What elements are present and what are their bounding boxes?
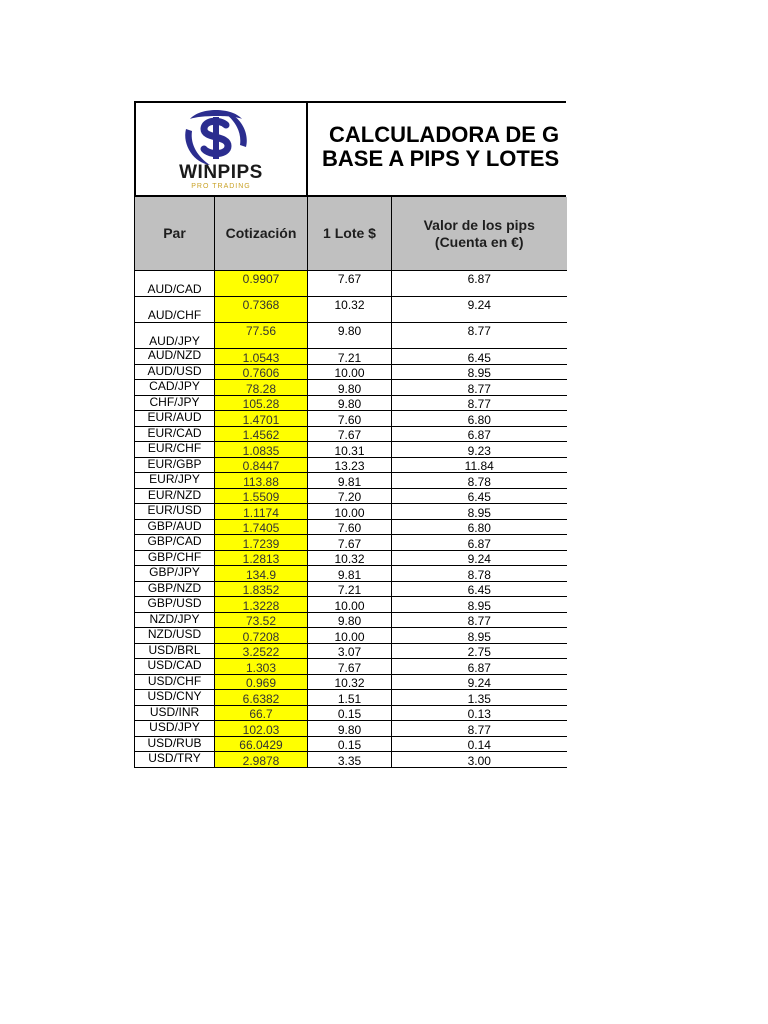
pip-value-cell: 8.77 [392,721,567,737]
quote-cell[interactable]: 1.8352 [215,581,308,597]
table-row [135,395,567,411]
pair-cell: USD/TRY [135,752,215,768]
pip-value-cell: 9.24 [392,674,567,690]
table-row [135,323,567,349]
pip-value-cell: 8.95 [392,364,567,380]
pair-cell: USD/CNY [135,690,215,706]
pair-cell: EUR/NZD [135,488,215,504]
pip-value-cell: 8.77 [392,395,567,411]
pair-cell: NZD/JPY [135,612,215,628]
quote-cell[interactable]: 0.8447 [215,457,308,473]
quote-cell[interactable]: 1.5509 [215,488,308,504]
pair-cell: GBP/CAD [135,535,215,551]
quote-cell[interactable]: 73.52 [215,612,308,628]
lot-value-cell: 3.35 [308,752,392,768]
pip-value-cell: 0.14 [392,736,567,752]
table-row [135,752,567,768]
pip-value-cell: 1.35 [392,690,567,706]
table-row [135,721,567,737]
pair-cell: USD/RUB [135,736,215,752]
lot-value-cell: 10.31 [308,442,392,458]
lot-value-cell: 7.60 [308,411,392,427]
header-lot: 1 Lote $ [308,197,392,271]
title-line-2: BASE A PIPS Y LOTES [322,146,560,171]
table-row [135,674,567,690]
pair-cell: EUR/JPY [135,473,215,489]
table-row [135,628,567,644]
pip-value-cell: 6.45 [392,488,567,504]
pip-value-cell: 0.13 [392,705,567,721]
pair-cell: EUR/CHF [135,442,215,458]
table-row [135,411,567,427]
pair-cell: AUD/NZD [135,349,215,365]
quote-cell[interactable]: 1.7239 [215,535,308,551]
table-row [135,349,567,365]
pip-value-cell: 2.75 [392,643,567,659]
lot-value-cell: 7.60 [308,519,392,535]
pip-value-cell: 8.78 [392,566,567,582]
pip-value-cell: 6.87 [392,426,567,442]
pip-value-cell: 6.80 [392,519,567,535]
table-row [135,442,567,458]
table-row [135,297,567,323]
pair-cell: EUR/GBP [135,457,215,473]
quote-cell[interactable]: 0.7208 [215,628,308,644]
winpips-logo-icon [180,109,252,167]
pair-cell: AUD/CAD [135,271,215,297]
pip-value-cell: 8.95 [392,628,567,644]
page-title [322,123,559,171]
table-row [135,705,567,721]
quote-cell[interactable]: 2.9878 [215,752,308,768]
header-pip-value [392,197,567,271]
quote-cell[interactable]: 102.03 [215,721,308,737]
pair-cell: USD/INR [135,705,215,721]
calculator-sheet [134,101,566,768]
pips-table [134,197,567,768]
pip-value-cell: 8.77 [392,323,567,349]
lot-value-cell: 9.80 [308,721,392,737]
quote-cell[interactable]: 1.3228 [215,597,308,613]
lot-value-cell: 9.81 [308,473,392,489]
pair-cell: AUD/CHF [135,297,215,323]
table-row [135,597,567,613]
pip-value-cell: 6.87 [392,659,567,675]
quote-cell[interactable]: 77.56 [215,323,308,349]
lot-value-cell: 3.07 [308,643,392,659]
quote-cell[interactable]: 1.4562 [215,426,308,442]
pip-value-cell: 8.77 [392,380,567,396]
table-row [135,504,567,520]
pair-cell: GBP/JPY [135,566,215,582]
pip-value-cell: 6.87 [392,271,567,297]
brand-tagline: PRO TRADING [191,183,251,190]
table-row [135,535,567,551]
quote-cell[interactable]: 66.0429 [215,736,308,752]
lot-value-cell: 1.51 [308,690,392,706]
table-row [135,457,567,473]
quote-cell[interactable]: 0.969 [215,674,308,690]
lot-value-cell: 9.80 [308,612,392,628]
logo-cell [136,103,308,197]
table-row [135,519,567,535]
quote-cell[interactable]: 6.6382 [215,690,308,706]
pair-cell: AUD/JPY [135,323,215,349]
quote-cell[interactable]: 1.4701 [215,411,308,427]
pair-cell: CHF/JPY [135,395,215,411]
quote-cell[interactable]: 1.1174 [215,504,308,520]
pair-cell: GBP/NZD [135,581,215,597]
pair-cell: USD/CHF [135,674,215,690]
pair-cell: EUR/AUD [135,411,215,427]
quote-cell[interactable]: 3.2522 [215,643,308,659]
pair-cell: USD/JPY [135,721,215,737]
pip-value-cell: 9.23 [392,442,567,458]
table-row [135,736,567,752]
lot-value-cell: 9.80 [308,323,392,349]
quote-cell[interactable]: 113.88 [215,473,308,489]
pip-value-cell: 6.87 [392,535,567,551]
header-banner [134,101,566,197]
table-row [135,473,567,489]
pip-value-cell: 8.77 [392,612,567,628]
pair-cell: EUR/USD [135,504,215,520]
pip-value-cell: 6.45 [392,349,567,365]
pair-cell: USD/BRL [135,643,215,659]
pip-value-cell: 9.24 [392,297,567,323]
quote-cell[interactable]: 66.7 [215,705,308,721]
lot-value-cell: 7.20 [308,488,392,504]
lot-value-cell: 7.67 [308,535,392,551]
pair-cell: CAD/JPY [135,380,215,396]
header-pip-value-line2: (Cuenta en €) [434,233,524,250]
quote-cell[interactable]: 1.0543 [215,349,308,365]
lot-value-cell: 7.21 [308,349,392,365]
pip-value-cell: 6.80 [392,411,567,427]
table-row [135,364,567,380]
lot-value-cell: 9.80 [308,395,392,411]
header-pip-value-line1: Valor de los pips [423,216,535,233]
lot-value-cell: 10.00 [308,504,392,520]
lot-value-cell: 7.21 [308,581,392,597]
pair-cell: NZD/USD [135,628,215,644]
table-body [135,271,567,768]
quote-cell[interactable]: 1.303 [215,659,308,675]
lot-value-cell: 9.81 [308,566,392,582]
lot-value-cell: 10.00 [308,364,392,380]
lot-value-cell: 13.23 [308,457,392,473]
table-row [135,643,567,659]
lot-value-cell: 9.80 [308,380,392,396]
table-row [135,271,567,297]
table-row [135,566,567,582]
table-row [135,380,567,396]
header-quote: Cotización [215,197,308,271]
table-row [135,550,567,566]
lot-value-cell: 10.00 [308,628,392,644]
header-pair: Par [135,197,215,271]
pair-cell: EUR/CAD [135,426,215,442]
pip-value-cell: 3.00 [392,752,567,768]
table-row [135,659,567,675]
pip-value-cell: 9.24 [392,550,567,566]
quote-cell[interactable]: 0.9907 [215,271,308,297]
pip-value-cell: 11.84 [392,457,567,473]
pair-cell: GBP/CHF [135,550,215,566]
quote-cell[interactable]: 1.2813 [215,550,308,566]
pip-value-cell: 8.95 [392,597,567,613]
lot-value-cell: 0.15 [308,705,392,721]
quote-cell[interactable]: 78.28 [215,380,308,396]
pip-value-cell: 8.95 [392,504,567,520]
table-row [135,488,567,504]
table-row [135,426,567,442]
lot-value-cell: 10.32 [308,674,392,690]
header-row [135,197,567,271]
table-row [135,690,567,706]
lot-value-cell: 7.67 [308,659,392,675]
quote-cell[interactable]: 1.7405 [215,519,308,535]
lot-value-cell: 7.67 [308,426,392,442]
pair-cell: USD/CAD [135,659,215,675]
quote-cell[interactable]: 0.7606 [215,364,308,380]
table-row [135,581,567,597]
pair-cell: AUD/USD [135,364,215,380]
lot-value-cell: 0.15 [308,736,392,752]
pair-cell: GBP/USD [135,597,215,613]
pip-value-cell: 8.78 [392,473,567,489]
pair-cell: GBP/AUD [135,519,215,535]
quote-cell[interactable]: 0.7368 [215,297,308,323]
quote-cell[interactable]: 1.0835 [215,442,308,458]
lot-value-cell: 10.00 [308,597,392,613]
quote-cell[interactable]: 105.28 [215,395,308,411]
lot-value-cell: 10.32 [308,297,392,323]
quote-cell[interactable]: 134.9 [215,566,308,582]
pip-value-cell: 6.45 [392,581,567,597]
title-line-1: CALCULADORA DE G [329,122,560,147]
lot-value-cell: 10.32 [308,550,392,566]
brand-name: WINPIPS [179,162,263,183]
table-row [135,612,567,628]
lot-value-cell: 7.67 [308,271,392,297]
